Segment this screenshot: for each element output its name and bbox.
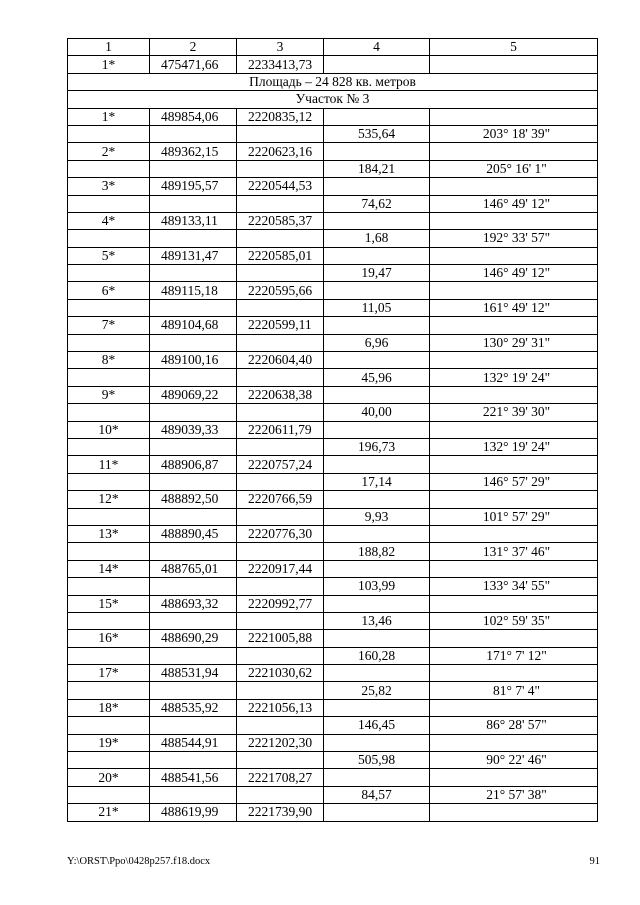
point-row [68, 630, 598, 647]
empty-cell [324, 178, 430, 195]
point-x: 488535,92 [150, 699, 237, 716]
empty-cell [430, 247, 598, 264]
point-number: 1* [68, 108, 150, 125]
header-row [68, 39, 598, 56]
point-number: 13* [68, 525, 150, 542]
segment-distance: 103,99 [324, 578, 430, 595]
empty-cell [68, 647, 150, 664]
point-number: 9* [68, 386, 150, 403]
empty-cell [68, 404, 150, 421]
empty-cell [324, 665, 430, 682]
empty-cell [430, 386, 598, 403]
empty-cell [150, 612, 237, 629]
point-x: 489195,57 [150, 178, 237, 195]
point-x: 488531,94 [150, 665, 237, 682]
empty-cell [324, 352, 430, 369]
empty-cell [150, 265, 237, 282]
point-row [68, 665, 598, 682]
empty-cell [324, 386, 430, 403]
point-number: 8* [68, 352, 150, 369]
empty-cell [430, 491, 598, 508]
point-number: 3* [68, 178, 150, 195]
point-x: 488765,01 [150, 560, 237, 577]
empty-cell [150, 160, 237, 177]
segment-distance: 146,45 [324, 717, 430, 734]
empty-cell [324, 317, 430, 334]
empty-cell [324, 282, 430, 299]
segment-row [68, 404, 598, 421]
empty-cell [68, 125, 150, 142]
header-cell-4: 4 [324, 39, 430, 56]
segment-distance: 19,47 [324, 265, 430, 282]
empty-cell [430, 630, 598, 647]
segment-distance: 160,28 [324, 647, 430, 664]
segment-angle: 133° 34' 55" [430, 578, 598, 595]
empty-cell [430, 804, 598, 821]
empty-cell [68, 543, 150, 560]
segment-row [68, 682, 598, 699]
empty-cell [430, 178, 598, 195]
empty-cell [430, 56, 598, 73]
header-cell-1: 1 [68, 39, 150, 56]
segment-row [68, 717, 598, 734]
empty-cell [237, 299, 324, 316]
point-row [68, 247, 598, 264]
empty-cell [68, 473, 150, 490]
segment-angle: 161° 49' 12" [430, 299, 598, 316]
segment-angle: 146° 57' 29" [430, 473, 598, 490]
empty-cell [150, 752, 237, 769]
segment-angle: 131° 37' 46" [430, 543, 598, 560]
empty-cell [430, 525, 598, 542]
point-row [68, 352, 598, 369]
segment-row [68, 786, 598, 803]
point-x: 489854,06 [150, 108, 237, 125]
segment-angle: 171° 7' 12" [430, 647, 598, 664]
empty-cell [430, 769, 598, 786]
empty-cell [150, 473, 237, 490]
point-y: 2220623,16 [237, 143, 324, 160]
empty-cell [237, 578, 324, 595]
segment-distance: 196,73 [324, 438, 430, 455]
empty-cell [150, 230, 237, 247]
segment-angle: 21° 57' 38" [430, 786, 598, 803]
segment-distance: 74,62 [324, 195, 430, 212]
point-number: 6* [68, 282, 150, 299]
empty-cell [68, 299, 150, 316]
empty-cell [237, 230, 324, 247]
segment-row [68, 230, 598, 247]
point-y: 2220599,11 [237, 317, 324, 334]
point-row [68, 734, 598, 751]
empty-cell [324, 143, 430, 160]
point-row [68, 143, 598, 160]
segment-row [68, 752, 598, 769]
point-x: 489039,33 [150, 421, 237, 438]
empty-cell [150, 786, 237, 803]
segment-distance: 505,98 [324, 752, 430, 769]
segment-row [68, 369, 598, 386]
segment-row [68, 160, 598, 177]
point-number: 5* [68, 247, 150, 264]
segment-row [68, 195, 598, 212]
segment-row [68, 265, 598, 282]
segment-distance: 11,05 [324, 299, 430, 316]
segment-row [68, 543, 598, 560]
point-row [68, 108, 598, 125]
empty-cell [237, 786, 324, 803]
empty-cell [237, 160, 324, 177]
empty-cell [430, 317, 598, 334]
segment-distance: 9,93 [324, 508, 430, 525]
empty-cell [430, 212, 598, 229]
empty-cell [237, 752, 324, 769]
point-x: 489104,68 [150, 317, 237, 334]
empty-cell [150, 508, 237, 525]
empty-cell [68, 752, 150, 769]
point-y: 2220604,40 [237, 352, 324, 369]
empty-cell [68, 230, 150, 247]
segment-angle: 146° 49' 12" [430, 195, 598, 212]
header-cell-3: 3 [237, 39, 324, 56]
segment-row [68, 334, 598, 351]
segment-angle: 203° 18' 39" [430, 125, 598, 142]
point-number: 10* [68, 421, 150, 438]
empty-cell [68, 717, 150, 734]
point-number: 4* [68, 212, 150, 229]
segment-angle: 132° 19' 24" [430, 438, 598, 455]
header-cell-5: 5 [430, 39, 598, 56]
empty-cell [68, 612, 150, 629]
segment-row [68, 578, 598, 595]
point-row [68, 456, 598, 473]
segment-row [68, 473, 598, 490]
empty-cell [237, 334, 324, 351]
empty-cell [430, 456, 598, 473]
empty-cell [68, 682, 150, 699]
empty-cell [324, 769, 430, 786]
coordinates-table [67, 38, 598, 822]
empty-cell [150, 438, 237, 455]
point-number: 20* [68, 769, 150, 786]
empty-cell [324, 421, 430, 438]
empty-cell [430, 108, 598, 125]
empty-cell [324, 699, 430, 716]
point-x: 488892,50 [150, 491, 237, 508]
point-x: 489362,15 [150, 143, 237, 160]
point-y: 2220585,01 [237, 247, 324, 264]
empty-cell [237, 647, 324, 664]
section-row [68, 91, 598, 108]
empty-cell [430, 595, 598, 612]
point-x: 488693,32 [150, 595, 237, 612]
point-x: 489100,16 [150, 352, 237, 369]
point-number: 2* [68, 143, 150, 160]
point-number: 11* [68, 456, 150, 473]
empty-cell [237, 612, 324, 629]
coordinates-table-container [67, 38, 597, 822]
point-y: 2220917,44 [237, 560, 324, 577]
point-number: 17* [68, 665, 150, 682]
point-row [68, 699, 598, 716]
point-y: 2220776,30 [237, 525, 324, 542]
empty-cell [324, 630, 430, 647]
empty-cell [68, 438, 150, 455]
segment-distance: 535,64 [324, 125, 430, 142]
empty-cell [324, 595, 430, 612]
empty-cell [237, 438, 324, 455]
header-cell-2: 2 [150, 39, 237, 56]
empty-cell [68, 578, 150, 595]
point-y: 2220585,37 [237, 212, 324, 229]
empty-cell [237, 717, 324, 734]
segment-row [68, 125, 598, 142]
point-row [68, 317, 598, 334]
empty-cell [68, 786, 150, 803]
segment-distance: 40,00 [324, 404, 430, 421]
empty-cell [324, 804, 430, 821]
empty-cell [68, 265, 150, 282]
empty-cell [430, 282, 598, 299]
point-x: 488690,29 [150, 630, 237, 647]
point-y: 2220595,66 [237, 282, 324, 299]
empty-cell [430, 143, 598, 160]
segment-row [68, 299, 598, 316]
empty-cell [430, 421, 598, 438]
point-number: 15* [68, 595, 150, 612]
point-row [68, 282, 598, 299]
point-number: 18* [68, 699, 150, 716]
point-number: 12* [68, 491, 150, 508]
empty-cell [324, 734, 430, 751]
empty-cell [237, 195, 324, 212]
point-row [68, 212, 598, 229]
empty-cell [430, 352, 598, 369]
segment-angle: 146° 49' 12" [430, 265, 598, 282]
empty-cell [237, 543, 324, 560]
empty-cell [324, 108, 430, 125]
empty-cell [324, 456, 430, 473]
segment-distance: 84,57 [324, 786, 430, 803]
point-x: 488906,87 [150, 456, 237, 473]
point-row [68, 386, 598, 403]
segment-angle: 192° 33' 57" [430, 230, 598, 247]
empty-cell [150, 543, 237, 560]
first-point-row [68, 56, 598, 73]
segment-row [68, 508, 598, 525]
empty-cell [68, 508, 150, 525]
segment-angle: 81° 7' 4" [430, 682, 598, 699]
point-y: 2221056,13 [237, 699, 324, 716]
point-number: 7* [68, 317, 150, 334]
point-number: 16* [68, 630, 150, 647]
point-y: 2221005,88 [237, 630, 324, 647]
point-y: 2221739,90 [237, 804, 324, 821]
point-y: 2220835,12 [237, 108, 324, 125]
section-label: Участок № 3 [68, 91, 598, 108]
segment-row [68, 647, 598, 664]
point-number: 14* [68, 560, 150, 577]
segment-distance: 1,68 [324, 230, 430, 247]
point-y: 2221202,30 [237, 734, 324, 751]
empty-cell [324, 247, 430, 264]
point-y: 2233413,73 [237, 56, 324, 73]
point-y: 2220638,38 [237, 386, 324, 403]
empty-cell [150, 125, 237, 142]
point-number: 19* [68, 734, 150, 751]
empty-cell [150, 334, 237, 351]
empty-cell [237, 473, 324, 490]
segment-row [68, 612, 598, 629]
point-x: 488541,56 [150, 769, 237, 786]
segment-distance: 25,82 [324, 682, 430, 699]
segment-distance: 45,96 [324, 369, 430, 386]
empty-cell [237, 369, 324, 386]
point-row [68, 769, 598, 786]
point-row [68, 804, 598, 821]
point-y: 2220992,77 [237, 595, 324, 612]
point-row [68, 178, 598, 195]
point-row [68, 560, 598, 577]
segment-row [68, 438, 598, 455]
empty-cell [324, 491, 430, 508]
empty-cell [150, 195, 237, 212]
empty-cell [324, 525, 430, 542]
empty-cell [237, 682, 324, 699]
footer-page-number: 91 [589, 856, 600, 867]
empty-cell [430, 560, 598, 577]
empty-cell [68, 334, 150, 351]
empty-cell [68, 195, 150, 212]
empty-cell [324, 560, 430, 577]
area-label: Площадь – 24 828 кв. метров [68, 73, 598, 90]
footer-file-path: Y:\ORST\Ppo\0428p257.f18.docx [67, 856, 211, 867]
segment-angle: 205° 16' 1" [430, 160, 598, 177]
point-row [68, 491, 598, 508]
empty-cell [237, 508, 324, 525]
segment-angle: 90° 22' 46" [430, 752, 598, 769]
empty-cell [68, 160, 150, 177]
segment-distance: 13,46 [324, 612, 430, 629]
point-x: 489069,22 [150, 386, 237, 403]
point-x: 488619,99 [150, 804, 237, 821]
point-x: 489115,18 [150, 282, 237, 299]
point-row [68, 595, 598, 612]
empty-cell [237, 265, 324, 282]
segment-angle: 102° 59' 35" [430, 612, 598, 629]
segment-distance: 17,14 [324, 473, 430, 490]
empty-cell [150, 647, 237, 664]
point-x: 489131,47 [150, 247, 237, 264]
empty-cell [150, 404, 237, 421]
segment-angle: 130° 29' 31" [430, 334, 598, 351]
point-x: 488544,91 [150, 734, 237, 751]
point-x: 475471,66 [150, 56, 237, 73]
empty-cell [430, 734, 598, 751]
empty-cell [324, 212, 430, 229]
segment-angle: 221° 39' 30" [430, 404, 598, 421]
empty-cell [324, 56, 430, 73]
point-x: 488890,45 [150, 525, 237, 542]
segment-distance: 6,96 [324, 334, 430, 351]
point-y: 2221030,62 [237, 665, 324, 682]
segment-distance: 184,21 [324, 160, 430, 177]
point-y: 2220766,59 [237, 491, 324, 508]
empty-cell [237, 404, 324, 421]
empty-cell [237, 125, 324, 142]
segment-distance: 188,82 [324, 543, 430, 560]
point-row [68, 421, 598, 438]
point-y: 2220544,53 [237, 178, 324, 195]
empty-cell [150, 299, 237, 316]
point-y: 2220757,24 [237, 456, 324, 473]
segment-angle: 101° 57' 29" [430, 508, 598, 525]
point-row [68, 525, 598, 542]
empty-cell [150, 682, 237, 699]
point-y: 2221708,27 [237, 769, 324, 786]
point-x: 489133,11 [150, 212, 237, 229]
empty-cell [150, 578, 237, 595]
empty-cell [430, 699, 598, 716]
area-row [68, 73, 598, 90]
empty-cell [150, 717, 237, 734]
segment-angle: 132° 19' 24" [430, 369, 598, 386]
empty-cell [150, 369, 237, 386]
empty-cell [68, 369, 150, 386]
point-number: 1* [68, 56, 150, 73]
point-y: 2220611,79 [237, 421, 324, 438]
point-number: 21* [68, 804, 150, 821]
empty-cell [430, 665, 598, 682]
segment-angle: 86° 28' 57" [430, 717, 598, 734]
